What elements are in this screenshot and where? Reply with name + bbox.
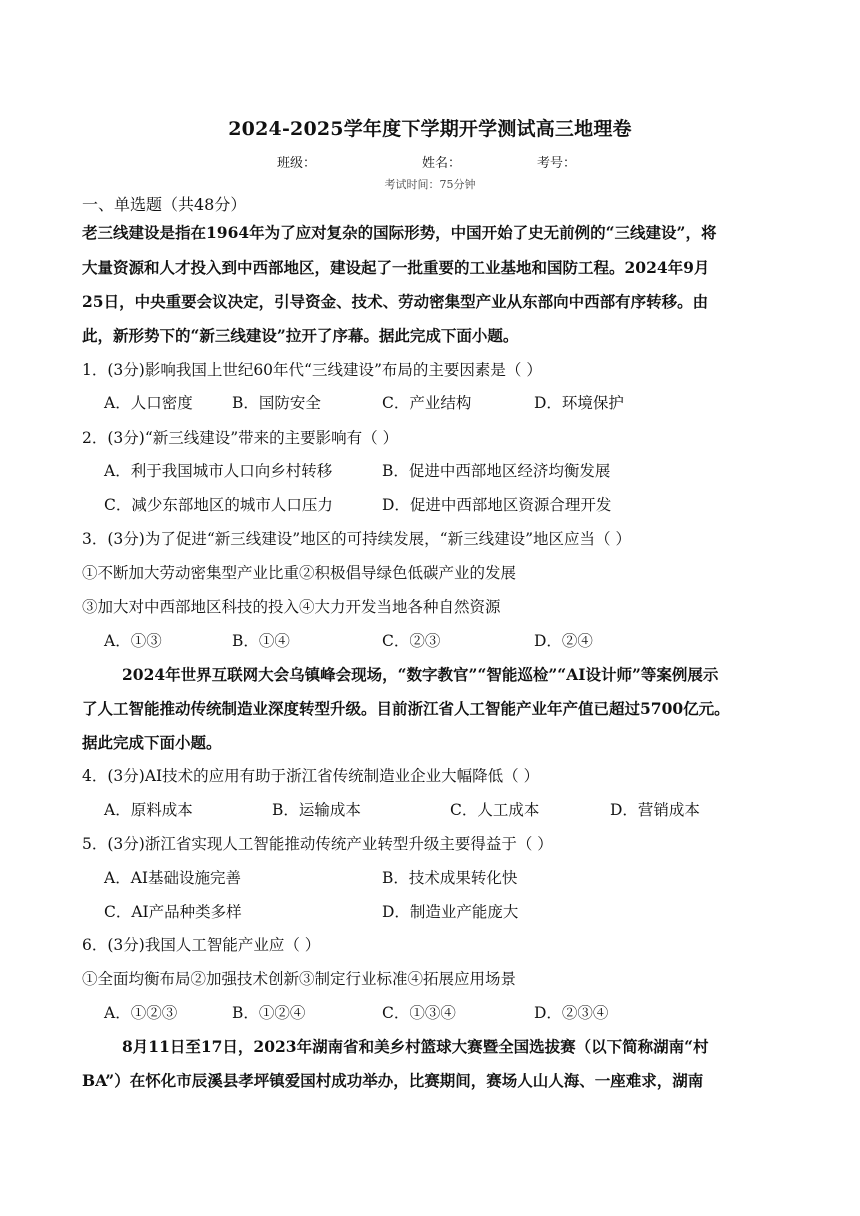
question-5-option-c: C．AI产品种类多样 bbox=[104, 903, 242, 921]
question-6-option-a: A．①②③ bbox=[104, 1004, 178, 1022]
question-3-option-a: A．①③ bbox=[104, 632, 162, 650]
question-3-statements-1: ①不断加大劳动密集型产业比重②积极倡导绿色低碳产业的发展 bbox=[82, 564, 517, 582]
question-2-option-d: D．促进中西部地区资源合理开发 bbox=[382, 496, 612, 514]
material-2-line: 据此完成下面小题。 bbox=[82, 733, 222, 752]
question-5-option-a: A．AI基础设施完善 bbox=[104, 869, 242, 887]
material-1-line: 25日，中央重要会议决定，引导资金、技术、劳动密集型产业从东部向中西部有序转移。由 bbox=[82, 292, 709, 311]
exam-number-label: 考号： bbox=[537, 156, 577, 171]
question-3-option-c: C．②③ bbox=[382, 632, 441, 650]
question-2-option-c: C．减少东部地区的城市人口压力 bbox=[104, 496, 333, 514]
question-5-option-b: B．技术成果转化快 bbox=[382, 869, 518, 887]
material-1-line: 老三线建设是指在1964年为了应对复杂的国际形势，中国开始了史无前例的“三线建设”，将 bbox=[82, 223, 717, 242]
section-heading: 一、单选题（共48分） bbox=[82, 195, 247, 214]
class-label: 班级： bbox=[277, 156, 317, 171]
exam-time: 考试时间：75分钟 bbox=[384, 178, 476, 191]
question-3-statements-2: ③加大对中西部地区科技的投入④大力开发当地各种自然资源 bbox=[82, 598, 501, 616]
material-2-line: 了人工智能推动传统制造业深度转型升级。目前浙江省人工智能产业年产值已超过5700亿元。 bbox=[82, 699, 730, 718]
page-title: 2024-2025学年度下学期开学测试高三地理卷 bbox=[228, 118, 632, 140]
question-4-option-c: C．人工成本 bbox=[450, 801, 540, 819]
question-2-option-b: B．促进中西部地区经济均衡发展 bbox=[382, 462, 611, 480]
question-6-option-d: D．②③④ bbox=[534, 1004, 609, 1022]
question-1-option-c: C．产业结构 bbox=[382, 394, 472, 412]
question-5-option-d: D．制造业产能庞大 bbox=[382, 903, 519, 921]
question-1-option-a: A．人口密度 bbox=[104, 394, 193, 412]
question-4-option-b: B．运输成本 bbox=[272, 801, 361, 819]
question-6-option-b: B．①②④ bbox=[232, 1004, 306, 1022]
question-2-stem: 2．(3分)“新三线建设”带来的主要影响有（ ） bbox=[82, 429, 399, 447]
question-3-option-d: D．②④ bbox=[534, 632, 593, 650]
material-1-line: 大量资源和人才投入到中西部地区，建设起了一批重要的工业基地和国防工程。2024年9月 bbox=[82, 258, 710, 277]
question-3-stem: 3．(3分)为了促进“新三线建设”地区的可持续发展，“新三线建设”地区应当（ ） bbox=[82, 530, 631, 548]
question-4-stem: 4．(3分)AI技术的应用有助于浙江省传统制造业企业大幅降低（ ） bbox=[82, 767, 540, 785]
question-2-option-a: A．利于我国城市人口向乡村转移 bbox=[104, 462, 333, 480]
question-1-option-d: D．环境保护 bbox=[534, 394, 624, 412]
material-2-line: 2024年世界互联网大会乌镇峰会现场，“数字教官”“智能巡检”“AI设计师”等案例展示 bbox=[122, 665, 719, 684]
question-6-statements: ①全面均衡布局②加强技术创新③制定行业标准④拓展应用场景 bbox=[82, 970, 517, 988]
question-4-option-d: D．营销成本 bbox=[610, 801, 700, 819]
question-3-option-b: B．①④ bbox=[232, 632, 290, 650]
question-5-stem: 5．(3分)浙江省实现人工智能推动传统产业转型升级主要得益于（ ） bbox=[82, 835, 553, 853]
material-1-line: 此，新形势下的“新三线建设”拉开了序幕。据此完成下面小题。 bbox=[82, 326, 519, 345]
question-1-stem: 1．(3分)影响我国上世纪60年代“三线建设”布局的主要因素是（ ） bbox=[82, 361, 542, 379]
question-6-stem: 6．(3分)我国人工智能产业应（ ） bbox=[82, 936, 321, 954]
material-3-line: BA”）在怀化市辰溪县孝坪镇爱国村成功举办，比赛期间，赛场人山人海、一座难求，湖南 bbox=[82, 1071, 704, 1090]
question-1-option-b: B．国防安全 bbox=[232, 394, 321, 412]
question-4-option-a: A．原料成本 bbox=[104, 801, 193, 819]
material-3-line: 8月11日至17日，2023年湖南省和美乡村篮球大赛暨全国选拔赛（以下简称湖南“村 bbox=[122, 1037, 709, 1056]
name-label: 姓名： bbox=[422, 156, 462, 171]
question-6-option-c: C．①③④ bbox=[382, 1004, 456, 1022]
